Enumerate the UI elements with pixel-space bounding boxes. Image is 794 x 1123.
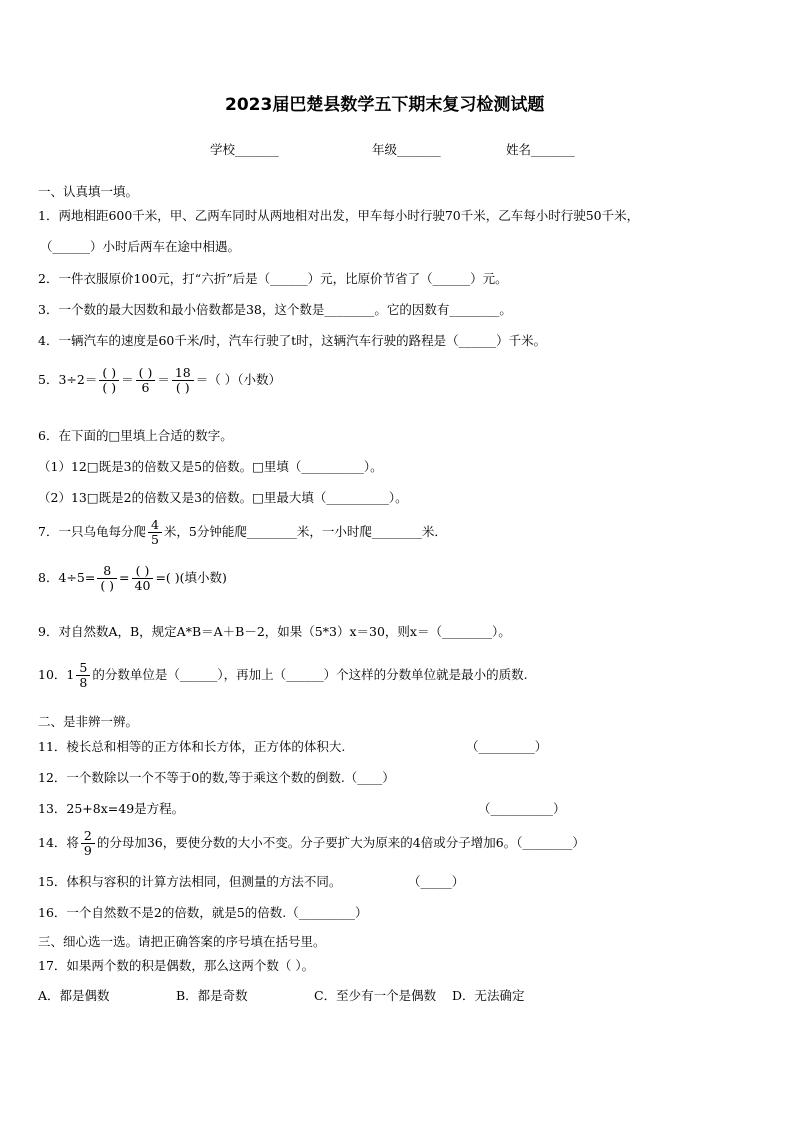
fraction-numerator: 5 (76, 661, 90, 676)
question-5-fraction-1 (99, 366, 119, 395)
question-14 (38, 829, 585, 858)
question-14-prefix: 14．将 (38, 835, 79, 850)
question-13: 13．25+8x=49是方程。 (38, 801, 185, 816)
question-8-fraction-2 (132, 564, 154, 593)
fraction-denominator: ( ) (102, 380, 117, 395)
question-11: 11．棱长总和相等的正方体和长方体，正方体的体积大. (38, 739, 346, 754)
question-17-option-b[interactable]: B．都是奇数 (176, 988, 248, 1003)
question-14-suffix: 的分母加36，要使分数的大小不变。分子要扩大为原来的4倍或分子增加6。（________） (96, 835, 585, 850)
question-1-line-2: （______）小时后两车在途中相遇。 (40, 239, 241, 254)
school-field[interactable]: 学校_______ (210, 142, 279, 157)
page-title: 2023届巴楚县数学五下期末复习检测试题 (225, 95, 545, 115)
question-10-prefix: 10． (38, 667, 67, 682)
question-6-a: （1）12□既是3的倍数又是5的倍数。□里填（__________）。 (38, 459, 383, 474)
question-4: 4．一辆汽车的速度是60千米/时，汽车行驶了t时，这辆汽车行驶的路程是（______）千米。 (38, 333, 547, 348)
fraction-numerator: ( ) (99, 366, 119, 381)
question-9: 9．对自然数A，B，规定A*B＝A＋B－2，如果（5*3）x＝30，则x＝（________）。 (38, 624, 511, 639)
fraction-denominator: 5 (150, 532, 159, 547)
mixed-number-whole: 1 (66, 667, 75, 682)
question-1-line-1: 1．两地相距600千米，甲、乙两车同时从两地相对出发，甲车每小时行驶70千米，乙车每小时行驶50千米， (38, 208, 640, 223)
question-6-stem: 6．在下面的□里填上合适的数字。 (38, 428, 233, 443)
question-17-stem: 17．如果两个数的积是偶数，那么这两个数（ ）。 (38, 958, 315, 973)
question-7-fraction (148, 518, 162, 547)
question-8-prefix: 8．4÷5= (38, 570, 96, 585)
question-5-prefix: 5．3÷2＝ (38, 372, 98, 387)
question-5 (38, 366, 281, 395)
name-field[interactable]: 姓名_______ (506, 142, 575, 157)
question-16: 16．一个自然数不是2的倍数，就是5的倍数.（_________） (38, 905, 368, 920)
fraction-denominator: 9 (83, 843, 92, 858)
section-3-heading: 三、细心选一选。请把正确答案的序号填在括号里。 (38, 934, 326, 949)
question-13-answer-blank[interactable]: （__________） (478, 801, 566, 816)
question-5-fraction-2 (136, 366, 156, 395)
fraction-denominator: 40 (134, 578, 151, 593)
question-10-suffix: 的分数单位是（______），再加上（______）个这样的分数单位就是最小的质数. (92, 667, 528, 682)
question-12: 12．一个数除以一个不等于0的数,等于乘这个数的倒数.（____） (38, 770, 395, 785)
question-17-option-d[interactable]: D．无法确定 (452, 988, 525, 1003)
fraction-numerator: ( ) (132, 564, 154, 579)
question-10-mixed-number (66, 661, 92, 690)
question-17-option-c[interactable]: C．至少有一个是偶数 (314, 988, 437, 1003)
fraction-numerator: 2 (81, 829, 95, 844)
fraction-numerator: 4 (148, 518, 162, 533)
fraction-numerator: 18 (172, 366, 194, 381)
question-2: 2．一件衣服原价100元，打“六折”后是（______）元，比原价节省了（______）元。 (38, 271, 508, 286)
fraction-denominator: 6 (141, 380, 150, 395)
question-7 (38, 518, 447, 547)
question-5-fraction-3 (172, 366, 194, 395)
question-10 (38, 661, 528, 690)
question-17-option-a[interactable]: A．都是偶数 (38, 988, 110, 1003)
fraction-denominator: ( ) (100, 578, 115, 593)
equals-sign: ＝ (157, 372, 170, 387)
question-7-suffix: 米，5分钟能爬________米，一小时爬________米． (163, 524, 447, 539)
fraction-denominator: 8 (79, 675, 88, 690)
question-15-answer-blank[interactable]: （_____） (408, 874, 465, 889)
section-1-heading: 一、认真填一填。 (38, 184, 139, 199)
question-3: 3．一个数的最大因数和最小倍数都是38，这个数是________。它的因数有________。 (38, 302, 512, 317)
question-15: 15．体积与容积的计算方法相同，但测量的方法不同。 (38, 874, 342, 889)
question-5-suffix: ＝（ ）（小数） (195, 372, 281, 387)
fraction-denominator: ( ) (175, 380, 190, 395)
question-11-answer-blank[interactable]: （_________） (466, 739, 548, 754)
grade-field[interactable]: 年级_______ (372, 142, 441, 157)
mixed-number-fraction (76, 661, 90, 690)
equals-sign: ＝ (121, 372, 134, 387)
question-7-prefix: 7．一只乌龟每分爬 (38, 524, 146, 539)
question-8-suffix: =( )(填小数) (155, 570, 227, 585)
question-8-fraction-1 (97, 564, 117, 593)
fraction-numerator: 8 (97, 564, 117, 579)
question-14-fraction (81, 829, 95, 858)
equals-sign: = (119, 570, 130, 585)
question-8 (38, 564, 227, 593)
section-2-heading: 二、是非辨一辨。 (38, 714, 139, 729)
fraction-numerator: ( ) (136, 366, 156, 381)
question-6-b: （2）13□既是2的倍数又是3的倍数。□里最大填（__________）。 (38, 490, 408, 505)
